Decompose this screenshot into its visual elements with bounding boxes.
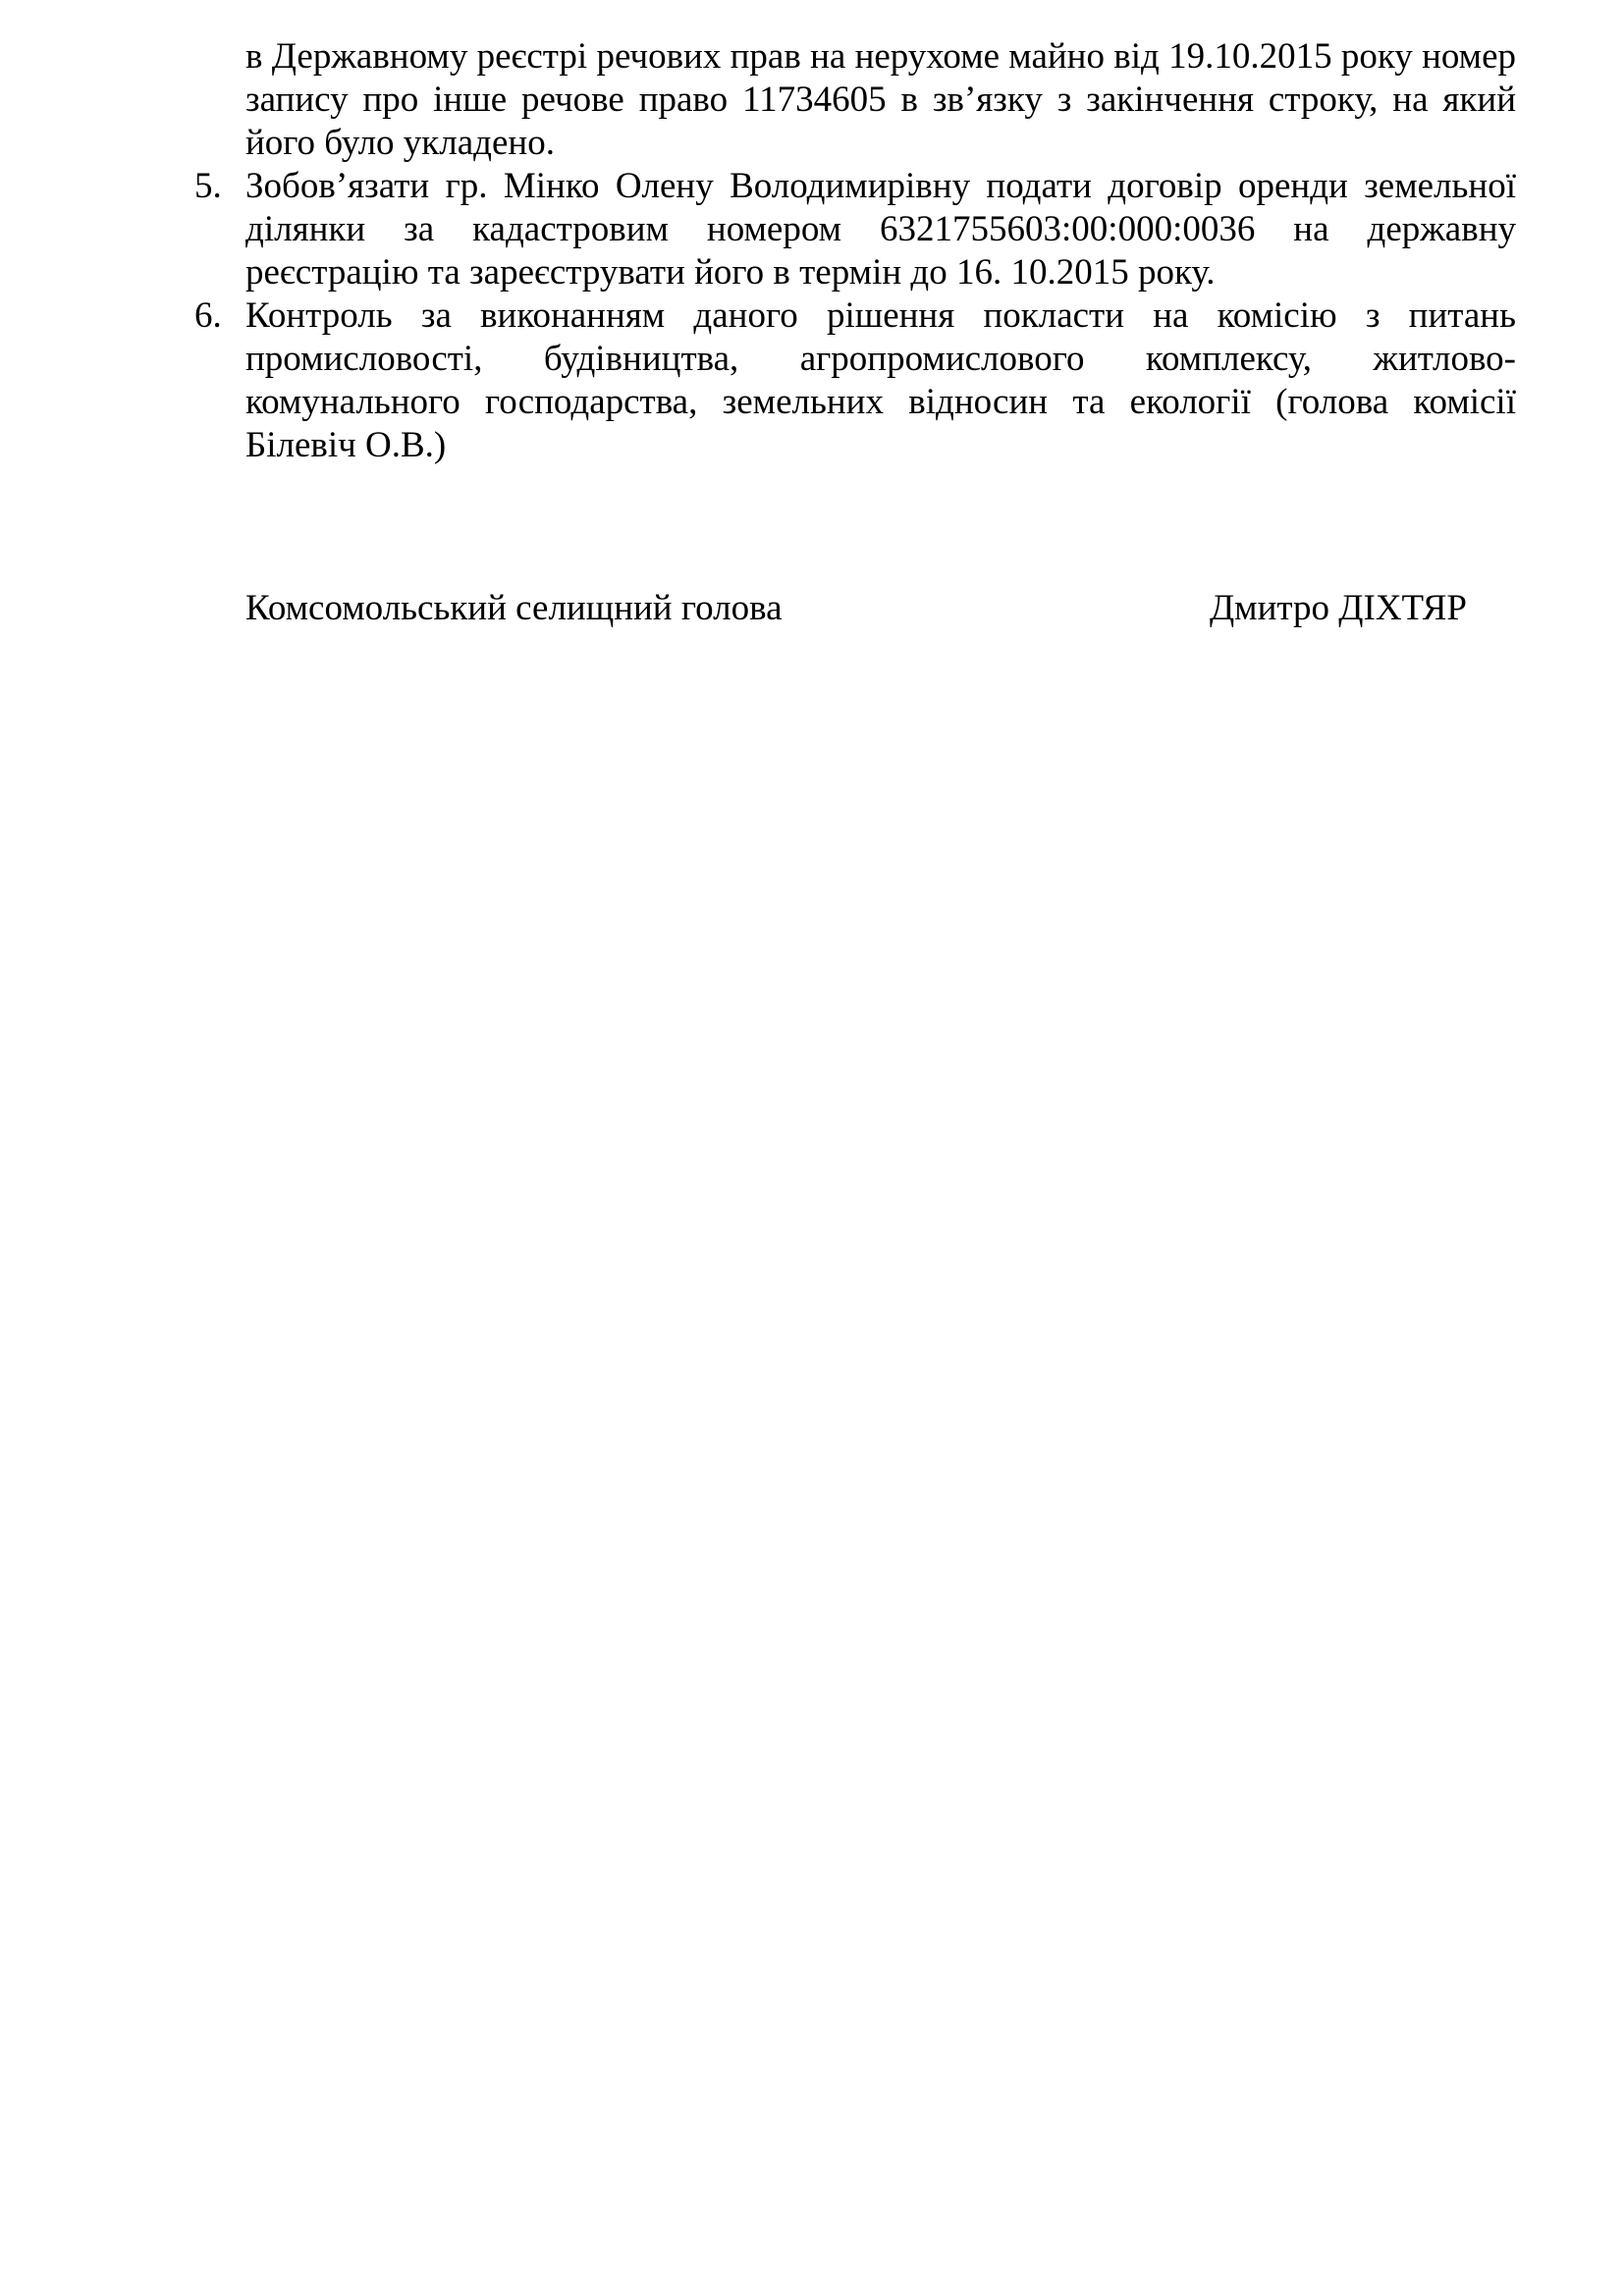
signature-position: Комсомольський селищний голова: [245, 588, 783, 628]
signature-name: Дмитро ДІХТЯР: [1209, 588, 1467, 628]
item-4-continuation: в Державному реєстрі речових прав на нерухоме майно від 19.10.2015 року номер запису про інше речове право 11734605 в зв’язку з закінчення строку, на який його було укладено.: [245, 36, 1516, 163]
list-item-6: [194, 294, 1516, 467]
item-number: 6.: [194, 295, 222, 336]
document-body: [194, 35, 1516, 467]
item-text: Контроль за виконанням даного рішення покласти на комісію з питань промисловості, будівництва, агропромислового комплексу, житлово-комунального господарства, земельних відносин та екології (голова комісії Білевіч О.В.): [245, 295, 1516, 465]
item-text: Зобов’язати гр. Мінко Олену Володимирівну подати договір оренди земельної ділянки за кадастровим номером 6321755603:00:000:0036 на державну реєстрацію та зареєструвати його в термін до 16. 10.2015 року.: [245, 166, 1516, 293]
list-item-5: [194, 165, 1516, 294]
item-number: 5.: [194, 166, 222, 206]
